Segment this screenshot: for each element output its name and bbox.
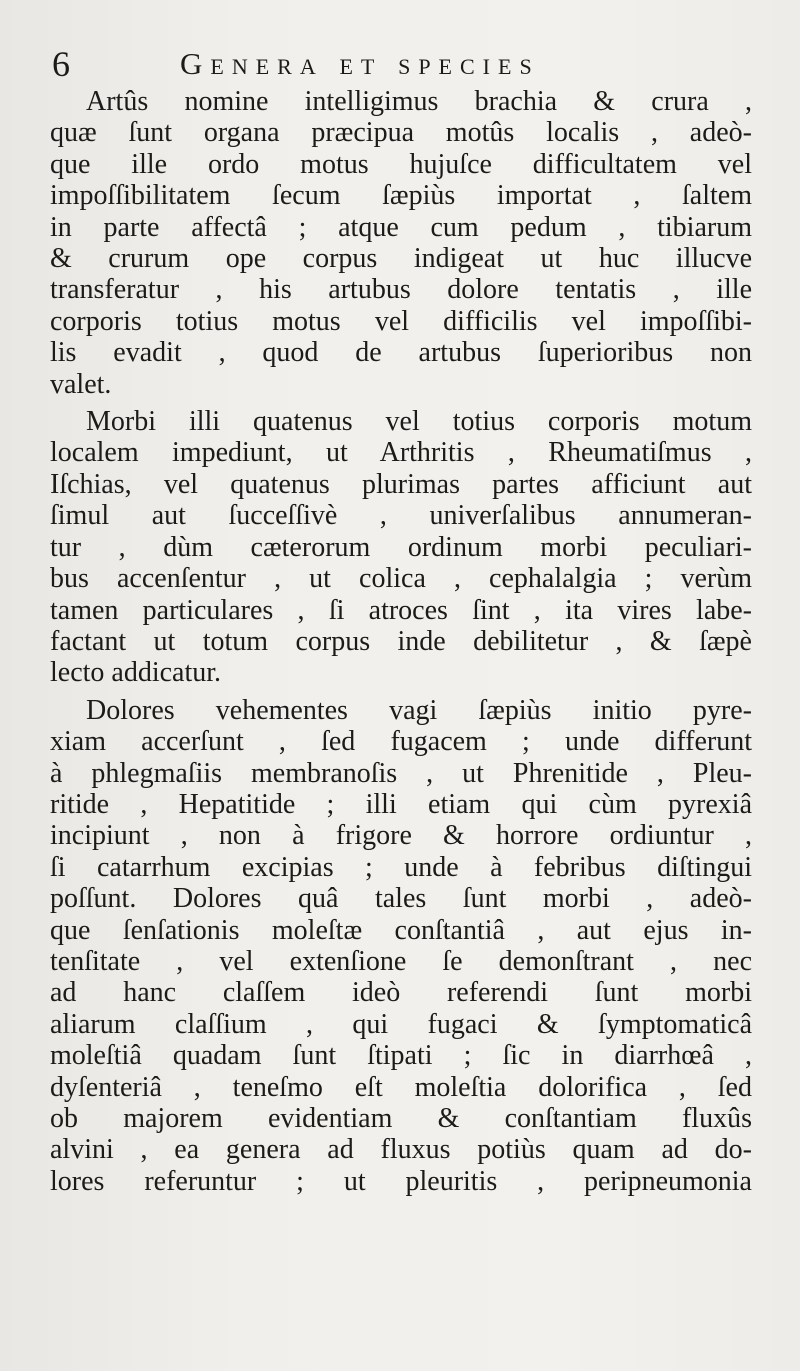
text-line: ob majorem evidentiam & conſtantiam fluxûs (50, 1103, 752, 1134)
text-line: Iſchias, vel quatenus plurimas partes afficiunt aut (50, 468, 752, 500)
text-line: Morbi illi quatenus vel totius corporis motum (86, 406, 752, 438)
paragraph-artus (50, 86, 752, 400)
text-line: & crurum ope corpus indigeat ut huc illucve (50, 243, 752, 275)
text-line: ritide , Hepatitide ; illi etiam qui cùm pyrexiâ (50, 788, 752, 820)
text-line: que ille ordo motus hujuſce difficultatem vel (50, 148, 752, 180)
text-line: dyſenteriâ , teneſmo eſt moleſtia dolorifica , ſed (50, 1071, 752, 1103)
text-line: ad hanc claſſem ideò referendi ſunt morbi (50, 977, 752, 1009)
text-line: ſimul aut ſucceſſivè , univerſalibus annumeran- (50, 500, 752, 532)
text-line: Artûs nomine intelligimus brachia & crura , (86, 86, 752, 117)
text-line: localem impediunt, ut Arthritis , Rheumatiſmus , (50, 437, 752, 469)
text-line: xiam accerſunt , ſed fugacem ; unde differunt (50, 726, 752, 758)
text-line: ſi catarrhum excipias ; unde à febribus diſtingui (50, 851, 752, 883)
text-line: bus accenſentur , ut colica , cephalalgia ; verùm (50, 563, 752, 595)
text-line: quæ ſunt organa præcipua motûs localis , adeò- (50, 117, 752, 149)
text-line: aliarum claſſium , qui fugaci & ſymptomaticâ (50, 1008, 752, 1040)
text-line: impoſſibilitatem ſecum ſæpiùs importat , ſaltem (50, 180, 752, 212)
text-line: in parte affectâ ; atque cum pedum , tibiarum (50, 211, 752, 243)
paragraph-dolores (50, 695, 752, 1198)
text-line: moleſtiâ quadam ſunt ſtipati ; ſic in diarrhœâ , (50, 1040, 752, 1072)
text-line: incipiunt , non à frigore & horrore ordiuntur , (50, 820, 752, 852)
text-line: lecto addicatur. (50, 657, 222, 689)
page-number: 6 (52, 44, 70, 84)
paragraph-morbi (50, 406, 752, 689)
text-line: factant ut totum corpus inde debilitetur , & ſæpè (50, 625, 752, 657)
text-line: lores referuntur ; ut pleuritis , peripneumonia (50, 1165, 752, 1197)
text-line: à phlegmaſiis membranoſis , ut Phrenitide , Pleu- (50, 757, 752, 789)
body-text (50, 86, 752, 1203)
text-line: lis evadit , quod de artubus ſuperioribus non (50, 337, 752, 369)
text-line: alvini , ea genera ad fluxus potiùs quam ad do- (50, 1134, 752, 1166)
text-line: tenſitate , vel extenſione ſe demonſtrant , nec (50, 945, 752, 977)
text-line: que ſenſationis moleſtæ conſtantiâ , aut ejus in- (50, 914, 752, 946)
text-line: valet. (50, 368, 112, 400)
text-line: Dolores vehementes vagi ſæpiùs initio pyre- (86, 694, 752, 726)
text-line: transferatur , his artubus dolore tentatis , ille (50, 274, 752, 306)
text-line: tamen particulares , ſi atroces ſint , ita vires labe- (50, 594, 752, 626)
text-line: corporis totius motus vel difficilis vel impoſſibi- (50, 305, 752, 337)
text-line: poſſunt. Dolores quâ tales ſunt morbi , adeò- (50, 883, 752, 915)
page-header (52, 42, 752, 86)
text-line: tur , dùm cæterorum ordinum morbi peculiari- (50, 531, 752, 563)
running-head: Genera et species (180, 46, 540, 81)
